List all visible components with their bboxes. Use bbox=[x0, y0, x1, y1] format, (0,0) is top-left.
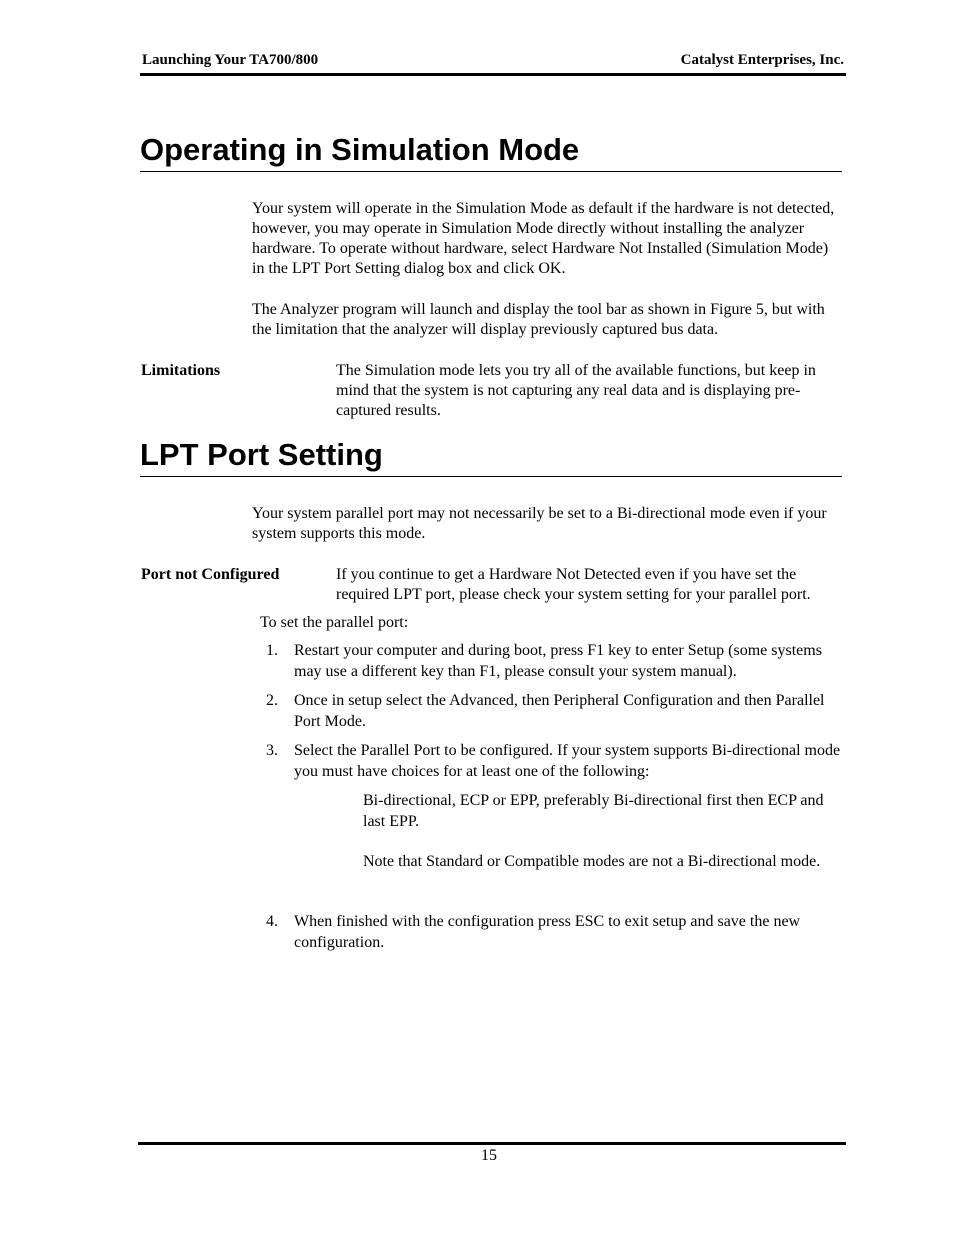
standard-mode-note: Note that Standard or Compatible modes are not a Bi-directional mode. bbox=[363, 853, 821, 870]
port-not-configured-label: Port not Configured bbox=[141, 566, 280, 583]
section-title-simulation-mode: Operating in Simulation Mode bbox=[140, 131, 842, 172]
port-not-configured-paragraph: If you continue to get a Hardware Not Detected even if you have set the required LPT port, please check your system setting for your parallel port. bbox=[336, 566, 811, 603]
header-company-name: Catalyst Enterprises, Inc. bbox=[680, 52, 844, 68]
list-item-number: 4. bbox=[266, 913, 278, 930]
limitations-label: Limitations bbox=[141, 362, 221, 379]
mode-choices-note: Bi-directional, ECP or EPP, preferably Bi-directional first then ECP and last EPP. bbox=[363, 792, 824, 830]
list-item-text: When finished with the configuration press ESC to exit setup and save the new configuration. bbox=[294, 913, 801, 951]
limitations-paragraph: The Simulation mode lets you try all of the available functions, but keep in mind that the system is not capturing any real data and is displaying pre-captured results. bbox=[336, 362, 816, 419]
footer-rule bbox=[138, 1142, 846, 1145]
simulation-toolbar-paragraph: The Analyzer program will launch and display the tool bar as shown in Figure 5, but with the limitation that the analyzer will display previously captured bus data. bbox=[252, 301, 825, 338]
page-number: 15 bbox=[481, 1147, 497, 1164]
list-item-text: Select the Parallel Port to be configured. If your system supports Bi-directional mode you must have choices for at least one of the following: bbox=[294, 742, 841, 780]
list-item-number: 2. bbox=[266, 692, 278, 709]
lpt-intro-paragraph: Your system parallel port may not necessarily be set to a Bi-directional mode even if your system supports this mode. bbox=[252, 505, 827, 542]
list-item-number: 3. bbox=[266, 742, 278, 759]
set-parallel-port-intro: To set the parallel port: bbox=[260, 614, 409, 631]
header-chapter-title: Launching Your TA700/800 bbox=[142, 52, 319, 68]
list-item-number: 1. bbox=[266, 642, 278, 659]
page-header bbox=[140, 52, 846, 76]
section-title-lpt-port-setting: LPT Port Setting bbox=[140, 436, 842, 477]
simulation-intro-paragraph: Your system will operate in the Simulation Mode as default if the hardware is not detected, however, you may operate in Simulation Mode directly without installing the analyzer hardware. To operate without hardware, select Hardware Not Installed (Simulation Mode) in the LPT Port Setting dialog box and click OK. bbox=[252, 200, 835, 277]
list-item-text: Once in setup select the Advanced, then Peripheral Configuration and then Parallel Port Mode. bbox=[294, 692, 825, 730]
list-item-text: Restart your computer and during boot, press F1 key to enter Setup (some systems may use a different key than F1, please consult your system manual). bbox=[294, 642, 822, 680]
